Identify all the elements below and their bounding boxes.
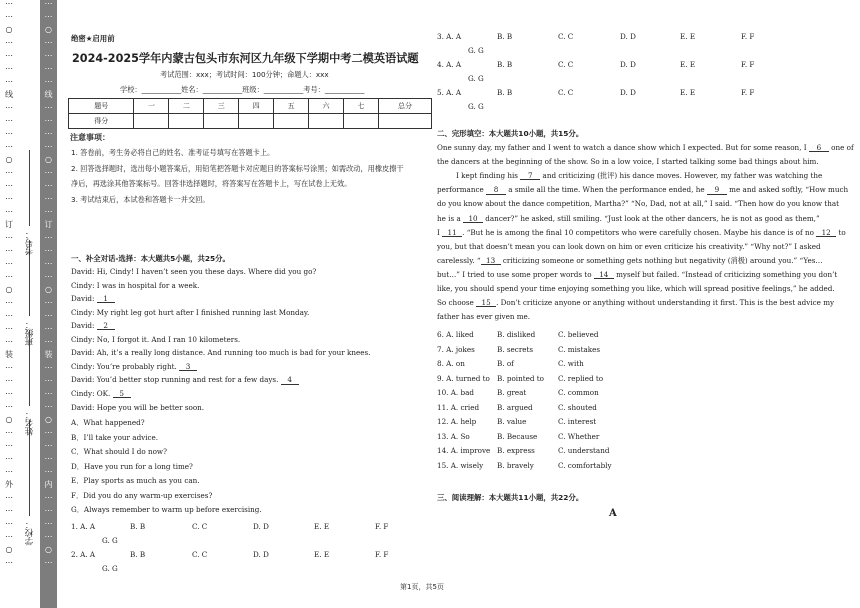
choice-b: B. Because [497,431,538,441]
dialogue-option: F．Did you do any warm-up exercises? [71,490,213,500]
choice-a: 13. A. So [437,431,470,441]
dialogue-text: David: Hi, Cindy! I haven’t seen you these days. Where did you go? [71,267,317,276]
passage-blank: 10 [463,215,483,223]
binding-mark: ⋯ [44,116,53,125]
binding-mark: ○ [45,415,52,424]
binding-mark: 线 [44,90,53,99]
dialogue-text: David: [71,321,97,331]
binding-mark: ⋯ [44,194,53,203]
binding-mark: ○ [45,25,52,34]
binding-mark: ⋯ [5,493,13,502]
passage-blank: 13 [481,257,501,265]
choice-c: C. believed [558,330,599,339]
dialogue-line [71,390,131,398]
binding-mark: ⋯ [5,38,13,47]
passage-blank: 12 [816,229,836,237]
choice-a: 6. A. liked [437,330,474,339]
binding-mark: ○ [5,415,13,424]
answer-option: D. D [253,522,269,531]
score-table-score-row [69,114,432,129]
student-info-line: 学校：___________姓名：___________班级：___________考号：___________ [120,85,365,94]
binding-mark: ⋯ [5,402,13,411]
binding-mark: ⋯ [5,77,13,86]
answer-option: B. B [497,88,513,97]
exam-meta: 考试范围：xxx；考试时间：100分钟；命题人：xxx [160,70,329,79]
choice-b: B. express [497,446,535,455]
answer-option: C. C [558,32,574,41]
binding-mark: ⋯ [5,389,13,398]
secret-label: 绝密★启用前 [71,34,115,43]
passage-line [437,313,530,320]
choice-c: C. Whether [558,431,600,441]
choice-b: B. secrets [497,344,534,354]
dialogue-text: David: Hope you will be better soon. [71,402,205,412]
answer-option: 3. A. A [437,32,462,41]
binding-mark: ⋯ [5,168,13,177]
choice-c: C. common [558,388,599,397]
choice-c: C. comfortably [558,460,612,470]
binding-mark: ⋯ [5,103,13,112]
score-table-cell: 总分 [379,99,432,114]
notes-item: 3. 考试结束后，本试卷和答题卡一并交回。 [71,194,210,204]
answer-option: E. E [680,32,696,41]
section1-title: 一、补全对话-选择：本大题共5小题，共25分。 [71,254,230,263]
choice-a: 11. A. cried [437,402,480,412]
dialogue-text: Cindy: I was in hospital for a week. [71,280,200,290]
choice-b: B. value [497,417,527,426]
binding-mark: ⋯ [44,77,53,86]
passage-text: and criticizing (批评) his dance moves. However, my father was watching the [540,171,823,181]
score-table-cell: 五 [274,99,309,114]
answer-option: B. B [130,522,146,531]
dialogue-line [71,349,370,356]
answer-option: G. G [102,536,118,545]
dialogue-line [71,404,204,411]
page-footer: 第1页，共5页 [400,583,444,591]
passage-text: I kept finding his [456,171,521,181]
passage-line [437,144,854,152]
choice-c: C. interest [558,417,597,426]
answer-option: G. G [468,102,484,111]
section2-title: 二、完形填空：本大题共10小题，共15分。 [437,129,584,138]
binding-mark: ⋯ [44,324,53,333]
dialogue-text: Cindy: OK. [71,388,113,398]
score-table-cell [204,114,239,129]
dialogue-line [71,282,199,289]
binding-mark: ⋯ [44,532,53,541]
binding-mark: ⋯ [5,51,13,60]
binding-mark: ⋯ [5,519,13,528]
answer-option: E. E [680,88,696,97]
binding-mark: ⋯ [5,64,13,73]
binding-mark: ⋯ [44,103,53,112]
binding-mark: ⋯ [44,389,53,398]
score-table-cell [379,114,432,129]
dialogue-line [71,309,309,316]
passage-blank: 8 [486,186,506,194]
binding-mark: ⋯ [44,142,53,151]
binding-mark: ○ [45,285,52,294]
passage-text: a smile all the time. When the performance ended, he [506,185,707,195]
binding-mark: ⋯ [5,259,13,268]
binding-mark: ⋯ [44,519,53,528]
passage-text: father has ever given me. [437,312,531,322]
dialogue-option: B．I’ll take your advice. [71,432,159,442]
passage-text: carelessly. “ [437,255,481,265]
passage-blank: 9 [707,186,727,194]
binding-mark: ⋯ [5,207,13,216]
passage-text: criticizing someone or something gets nothing but negativity (消极) around you.” “Yes… [500,255,823,265]
binding-mark: ○ [5,25,13,34]
binding-mark: ⋯ [44,558,53,567]
answer-option: E. E [680,60,696,69]
binding-mark: ⋯ [5,324,13,333]
binding-label: 姓名： [25,410,35,436]
binding-mark: ⋯ [5,441,13,450]
binding-mark: ⋯ [44,376,53,385]
passage-text: but…” I tried to use some proper words to [437,269,594,279]
score-table [68,98,432,129]
score-table-cell: 题号 [69,99,134,114]
score-table-cell [344,114,379,129]
answer-option: G. G [468,46,484,55]
score-table-cell: 七 [344,99,379,114]
binding-mark: ⋯ [5,142,13,151]
passage-line [437,186,848,194]
score-table-cell: 六 [309,99,344,114]
passage-blank: 11 [442,229,462,237]
passage-line [437,271,837,279]
passage-text: the dancers at the beginning of the show. So in a low voice, I started talking some bad things about him. [437,157,819,167]
answer-option: D. D [620,60,636,69]
dialogue-text: David: [71,294,97,304]
binding-mark: ⋯ [44,207,53,216]
binding-mark: 线 [5,90,13,99]
passage-text: . “But he is among the final 10 competitors who were carefully chosen. Maybe his dance is of no [462,227,817,237]
binding-mark: ⋯ [44,428,53,437]
binding-mark: ⋯ [44,298,53,307]
exam-title: 2024-2025学年内蒙古包头市东河区九年级下学期中考二模英语试题 [72,52,419,65]
binding-mark: ⋯ [5,337,13,346]
notes-item: 净后，再选涂其他答案标号。回答非选择题时，将答案写在答题卡上，写在试卷上无效。 [71,179,352,188]
answer-option: G. G [468,74,484,83]
binding-mark: 外 [5,480,13,489]
binding-mark: ⋯ [44,12,53,21]
answer-option: B. B [497,32,513,41]
dialogue-text: Cindy: My right leg got hurt after I finished running last Monday. [71,307,310,317]
passage-text: to [836,227,846,237]
binding-mark: ⋯ [44,38,53,47]
passage-line [456,172,822,180]
score-table-cell: 四 [239,99,274,114]
dialogue-blank: 1 [97,295,115,303]
dialogue-text: Cindy: You’re probably right. [71,361,180,371]
binding-mark: ⋯ [44,454,53,463]
passage-text: one of [828,143,854,152]
binding-mark: ⋯ [5,129,13,138]
choice-a: 8. A. on [437,359,465,368]
choice-a: 14. A. improve [437,446,491,455]
binding-mark: ⋯ [5,12,13,21]
answer-option: 5. A. A [437,88,462,97]
binding-label: 学校： [25,520,35,546]
binding-mark: 装 [44,350,53,359]
binding-mark: ⋯ [44,272,53,281]
binding-mark: ○ [5,285,13,294]
passage-text: do you know about the dance competition, Martha?” “No, Dad, not at all,” I said. “Then how do you know that [437,199,840,209]
passage-line [437,215,820,223]
binding-mark: ⋯ [44,441,53,450]
binding-mark: ⋯ [44,506,53,515]
notes-title: 注意事项： [70,133,110,142]
binding-underline [29,150,30,226]
score-table-cell: 二 [169,99,204,114]
binding-mark: ⋯ [5,272,13,281]
binding-mark: ⋯ [44,64,53,73]
dialogue-text: Cindy: No, I forgot it. And I ran 10 kilometers. [71,334,241,344]
binding-mark: ⋯ [5,558,13,567]
answer-option: C. C [558,60,574,69]
score-table-cell [134,114,169,129]
binding-mark: ⋯ [44,181,53,190]
answer-option: C. C [192,550,208,559]
passage-text: dancer?” he asked, still smiling. “Just look at the other dancers, he is not as good as them,” [483,213,820,223]
passage-text: I [437,227,443,237]
answer-option: F. F [741,60,755,69]
answer-option: 2. A. A [71,550,96,559]
dialogue-line [71,295,115,303]
answer-option: C. C [558,88,574,97]
binding-mark: ⋯ [44,233,53,242]
passage-blank: 6 [809,144,829,152]
binding-mark: 订 [44,220,53,229]
dialogue-line [71,322,115,330]
binding-mark: ○ [45,155,52,164]
choice-c: C. understand [558,446,610,455]
binding-mark: ⋯ [5,363,13,372]
binding-mark: ○ [5,545,13,554]
binding-mark: ⋯ [5,467,13,476]
answer-option: G. G [102,564,118,573]
binding-mark: ⋯ [5,532,13,541]
dialogue-text: David: Ah, it’s a really long distance. And running too much is bad for your knees. [71,348,371,358]
binding-mark: ⋯ [44,311,53,320]
choice-b: B. argued [497,402,533,412]
dialogue-blank: 2 [97,322,115,330]
choice-b: B. pointed to [497,373,544,383]
choice-c: C. shouted [558,402,597,412]
choice-b: B. disliked [497,330,536,339]
notes-item: 2. 回答选择题时，选出每小题答案后，用铅笔把答题卡对应题目的答案标号涂黑；如需改动，用橡皮擦干 [71,163,404,173]
binding-mark: ⋯ [5,246,13,255]
notes-item: 1. 答卷前，考生务必将自己的姓名、准考证号填写在答题卡上。 [71,148,275,157]
score-table-cell [239,114,274,129]
choice-b: B. bravely [497,460,534,470]
passage-line [437,243,821,250]
answer-option: F. F [741,32,755,41]
binding-mark: ⋯ [44,129,53,138]
passage-text: me and asked softly, “How much [726,185,849,195]
score-table-cell: 得分 [69,114,134,129]
binding-mark: ⋯ [5,0,13,8]
dialogue-blank: 3 [179,363,197,371]
passage-text: like, you should spend your time enjoying something you like, which will spread positive feelings,” he added. [437,284,835,293]
binding-label: 班级： [25,320,35,346]
answer-option: F. F [375,522,389,531]
dialogue-blank: 4 [281,376,299,384]
binding-mark: ⋯ [44,337,53,346]
answer-option: D. D [253,550,269,559]
binding-mark: 装 [5,350,13,359]
passage-text: you, but that doesn’t mean you can look down on him or even criticize his creativity.” “Why not?” I asked [437,241,821,251]
passage-label-a: A [609,508,617,519]
section3-title: 三、阅读理解：本大题共11小题，共22分。 [437,493,584,502]
answer-option: 1. A. A [71,522,96,531]
binding-mark: ⋯ [44,246,53,255]
choice-b: B. great [497,388,527,397]
score-table-cell: 一 [134,99,169,114]
binding-mark: ⋯ [5,428,13,437]
score-table-cell [274,114,309,129]
binding-mark: ⋯ [5,454,13,463]
dialogue-option: E．Play sports as much as you can. [71,476,200,485]
binding-mark: ⋯ [5,506,13,515]
dialogue-option: A．What happened? [71,418,145,427]
binding-mark: ⋯ [44,493,53,502]
binding-mark: ○ [5,155,13,164]
passage-line [437,299,834,307]
passage-line [437,257,823,265]
passage-line [437,158,819,165]
dialogue-text: David: You’d better stop running and rest for a few days. [71,375,281,385]
passage-text: performance [437,185,487,195]
choice-a: 15. A. wisely [437,460,484,470]
binding-mark: ⋯ [5,181,13,190]
choice-a: 12. A. help [437,417,477,426]
answer-option: E. E [314,550,330,559]
binding-mark: ⋯ [5,194,13,203]
choice-c: C. with [558,359,584,368]
choice-a: 7. A. jokes [437,344,475,354]
binding-mark: 内 [44,480,53,489]
answer-option: B. B [497,60,513,69]
answer-option: F. F [741,88,755,97]
answer-option: D. D [620,32,636,41]
binding-mark: ⋯ [5,311,13,320]
passage-text: . Don’t criticize anyone or anything without understanding it first. This is the best advice my [496,298,835,308]
passage-text: myself but failed. “Instead of criticizing something you don’t [613,269,838,279]
dialogue-line [71,336,240,343]
passage-blank: 15 [476,299,496,307]
binding-mark: 订 [5,220,13,229]
binding-mark: ⋯ [44,259,53,268]
answer-option: 4. A. A [437,60,462,69]
binding-mark: ⋯ [5,233,13,242]
binding-label: 考号： [25,230,35,256]
dialogue-line [71,268,316,275]
choice-a: 9. A. turned to [437,373,490,383]
dialogue-line [71,376,299,384]
answer-option: E. E [314,522,330,531]
passage-blank: 7 [520,172,540,180]
binding-inner-dotted-column [41,0,56,608]
binding-mark: ⋯ [5,116,13,125]
passage-line [437,285,835,292]
answer-option: D. D [620,88,636,97]
choice-c: C. mistakes [558,344,601,354]
passage-line [437,229,846,237]
score-table-cell: 三 [204,99,239,114]
passage-blank: 14 [594,271,614,279]
passage-text: One sunny day, my father and I went to watch a dance show which I expected. But for some reason, I [437,143,809,152]
binding-mark: ○ [45,545,52,554]
score-table-cell [309,114,344,129]
binding-mark: ⋯ [44,0,53,8]
binding-mark: ⋯ [44,168,53,177]
choice-c: C. replied to [558,373,604,383]
answer-option: B. B [130,550,146,559]
answer-option: C. C [192,522,208,531]
binding-mark: ⋯ [44,51,53,60]
dialogue-option: D．Have you run for a long time? [71,461,193,471]
dialogue-option: C．What should I do now? [71,447,167,456]
binding-mark: ⋯ [44,402,53,411]
dialogue-option: G．Always remember to warm up before exercising. [71,505,262,514]
dialogue-line [71,363,197,371]
binding-outer-dotted-column [2,0,16,608]
binding-mark: ⋯ [5,298,13,307]
binding-mark: ⋯ [5,376,13,385]
choice-b: B. of [497,359,514,368]
dialogue-blank: 5 [113,390,131,398]
passage-text: So choose [437,298,477,308]
answer-option: F. F [375,550,389,559]
choice-a: 10. A. bad [437,388,474,397]
binding-mark: ⋯ [44,467,53,476]
passage-text: he is a [437,213,464,223]
score-table-header-row [69,99,432,114]
passage-line [437,200,839,207]
binding-mark: ⋯ [44,363,53,372]
score-table-cell [169,114,204,129]
